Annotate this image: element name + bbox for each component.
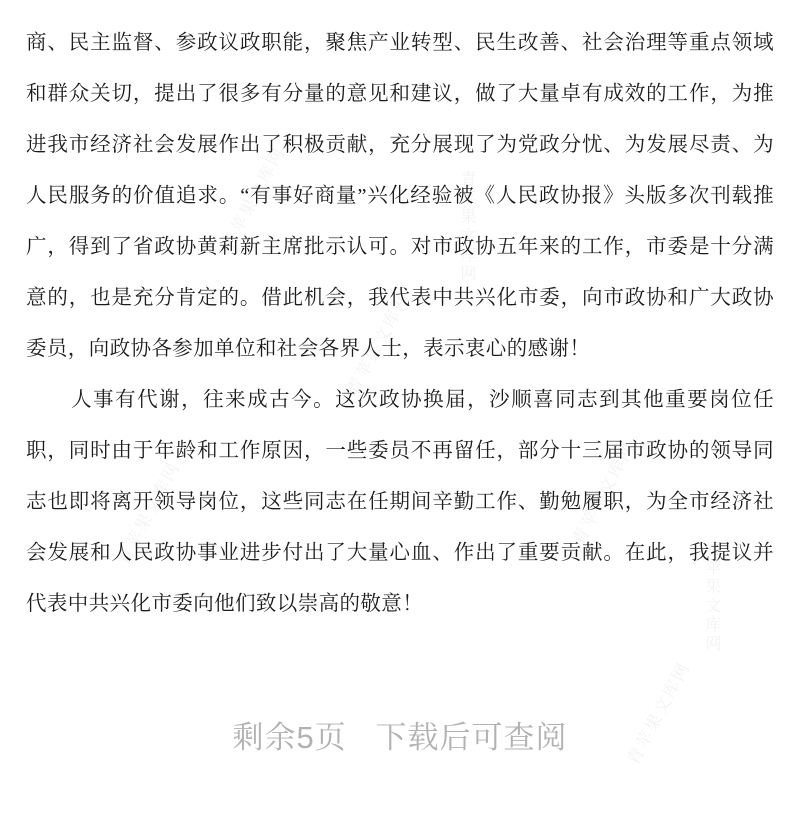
watermark-text: 青苹果文库网 — [703, 540, 720, 654]
remaining-pages-notice: 剩余5页 下载后可查阅 — [232, 720, 568, 755]
watermark-text: 青苹果文库网 — [458, 170, 475, 284]
watermark-text: 青苹果文库网 — [113, 458, 184, 569]
watermark-text: 青苹果文库网 — [623, 658, 694, 769]
paragraph: 商、民主监督、参政议政职能，聚焦产业转型、民生改善、社会治理等重点领域和群众关切，提出了很多有分量的意见和建议，做了大量卓有成效的工作，为推进我市经济社会发展作出了积极贡献，充分展现了为党政分忧、为发展尽责、为人民服务的价值追求。“有事好商量”兴化经验被《人民政协报》头版多次刊载推广，得到了省政协黄莉新主席批示认可。对市政协五年来的工作，市委是十分满意的，也是充分肯定的。借此机会，我代表中共兴化市委，向市政协和广大政协委员，向政协各参加单位和社会各界人士，表示衷心的感谢！ — [26, 32, 774, 360]
document-text-body — [26, 18, 774, 630]
remaining-pages-notice-container — [0, 712, 800, 757]
paragraph: 人事有代谢，往来成古今。这次政协换届，沙顺喜同志到其他重要岗位任职，同时由于年龄和工作原因，一些委员不再留任，部分十三届市政协的领导同志也即将离开领导岗位，这些同志在任期间辛勤工作、勤勉履职，为全市经济社会发展和人民政协事业进步付出了大量心血、作出了重要贡献。在此，我提议并代表中共兴化市委向他们致以崇高的敬意！ — [26, 389, 774, 615]
watermark-text: 青苹果文库网 — [218, 143, 289, 254]
watermark-text: 青苹果文库网 — [343, 288, 414, 399]
watermark-text: 青苹果文库网 — [568, 438, 639, 549]
